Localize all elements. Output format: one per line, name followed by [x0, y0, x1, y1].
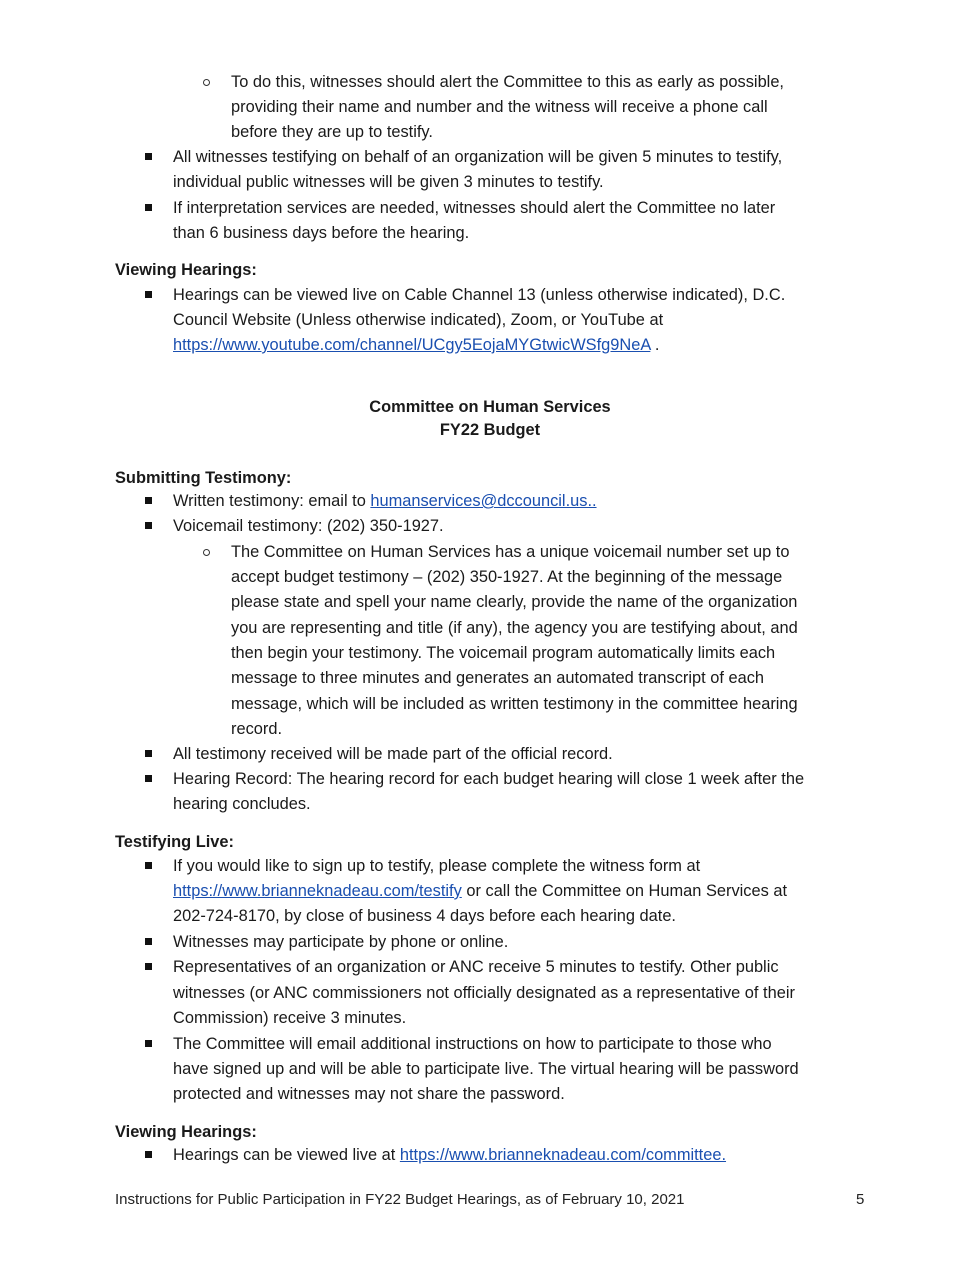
- bullet-marker: [145, 750, 152, 757]
- paragraph-line: than 6 business days before the hearing.: [173, 224, 470, 242]
- paragraph-line: Witnesses may participate by phone or online.: [173, 933, 509, 951]
- bullet-marker: [145, 775, 152, 782]
- paragraph-line: [173, 1143, 726, 1168]
- paragraph-line: record.: [231, 720, 283, 738]
- section-heading-testifying: Testifying Live:: [115, 833, 234, 851]
- sub-bullet-marker: [203, 549, 210, 556]
- paragraph-line: individual public witnesses will be given 3 minutes to testify.: [173, 173, 604, 191]
- paragraph-line: Council Website (Unless otherwise indicated), Zoom, or YouTube at: [173, 311, 664, 329]
- paragraph-line: please state and spell your name clearly, provide the name of the organization: [231, 593, 798, 611]
- budget-title: FY22 Budget: [439, 421, 541, 439]
- paragraph-line: Voicemail testimony: (202) 350-1927.: [173, 517, 444, 535]
- paragraph-line: [173, 879, 787, 904]
- paragraph-line: hearing concludes.: [173, 795, 311, 813]
- bullet-marker: [145, 938, 152, 945]
- paragraph-line: If interpretation services are needed, witnesses should alert the Committee no later: [173, 199, 776, 217]
- bullet-marker: [145, 291, 152, 298]
- bullet-marker: [145, 862, 152, 869]
- paragraph-line: then begin your testimony. The voicemail program automatically limits each: [231, 644, 776, 662]
- section-heading-viewing-hearings-2: Viewing Hearings:: [115, 1123, 257, 1141]
- paragraph-line: Hearing Record: The hearing record for each budget hearing will close 1 week after the: [173, 770, 805, 788]
- paragraph-line: Representatives of an organization or ANC receive 5 minutes to testify. Other public: [173, 958, 779, 976]
- paragraph-line: have signed up and will be able to participate live. The virtual hearing will be password: [173, 1060, 799, 1078]
- footer-text: Instructions for Public Participation in FY22 Budget Hearings, as of February 10, 2021: [115, 1191, 685, 1208]
- written-testimony-label: Written testimony: email to: [173, 492, 371, 510]
- section-heading-viewing-hearings: Viewing Hearings:: [115, 261, 257, 279]
- paragraph-line: you are representing and title (if any), the agency you are testifying about, and: [231, 619, 798, 637]
- paragraph-line: To do this, witnesses should alert the Committee to this as early as possible,: [231, 73, 784, 91]
- youtube-link[interactable]: https://www.youtube.com/channel/UCgy5EojaMYGtwicWSfg9NeA: [173, 336, 651, 354]
- paragraph-line: [173, 333, 659, 358]
- bullet-marker: [145, 153, 152, 160]
- bullet-marker: [145, 963, 152, 970]
- paragraph-line: Commission) receive 3 minutes.: [173, 1009, 407, 1027]
- bullet-marker: [145, 522, 152, 529]
- paragraph-line: [173, 489, 597, 514]
- link-trailer: .: [650, 336, 660, 354]
- page-number: 5: [856, 1191, 865, 1208]
- paragraph-line: protected and witnesses may not share the password.: [173, 1085, 565, 1103]
- paragraph-line: witnesses (or ANC commissioners not officially designated as a representative of their: [173, 984, 795, 1002]
- bullet-marker: [145, 497, 152, 504]
- paragraph-line: The Committee on Human Services has a unique voicemail number set up to: [231, 543, 790, 561]
- committee-title: Committee on Human Services: [369, 398, 611, 416]
- paragraph-line: If you would like to sign up to testify, please complete the witness form at: [173, 857, 701, 875]
- bullet-marker: [145, 204, 152, 211]
- paragraph-line: accept budget testimony – (202) 350-1927. At the beginning of the message: [231, 568, 783, 586]
- bullet-marker: [145, 1040, 152, 1047]
- paragraph-line: message to three minutes and generates an automated transcript of each: [231, 669, 765, 687]
- testify-link[interactable]: https://www.brianneknadeau.com/testify: [173, 882, 462, 900]
- bullet-marker: [145, 1151, 152, 1158]
- paragraph-line: before they are up to testify.: [231, 123, 433, 141]
- paragraph-line: 202-724-8170, by close of business 4 days before each hearing date.: [173, 907, 676, 925]
- sub-bullet-marker: [203, 79, 210, 86]
- paragraph-line: Hearings can be viewed live on Cable Channel 13 (unless otherwise indicated), D.C.: [173, 286, 786, 304]
- viewing-label: Hearings can be viewed live at: [173, 1146, 400, 1164]
- paragraph-line: message, which will be included as written testimony in the committee hearing: [231, 695, 798, 713]
- paragraph-line: All witnesses testifying on behalf of an organization will be given 5 minutes to testify,: [173, 148, 783, 166]
- committee-link[interactable]: https://www.brianneknadeau.com/committee.: [399, 1146, 727, 1164]
- paragraph-line: All testimony received will be made part of the official record.: [173, 745, 613, 763]
- link-trailer: or call the Committee on Human Services at: [461, 882, 788, 900]
- email-link[interactable]: humanservices@dccouncil.us..: [370, 492, 597, 510]
- paragraph-line: providing their name and number and the witness will receive a phone call: [231, 98, 768, 116]
- paragraph-line: The Committee will email additional instructions on how to participate to those who: [173, 1035, 772, 1053]
- section-heading-submitting: Submitting Testimony:: [115, 469, 292, 487]
